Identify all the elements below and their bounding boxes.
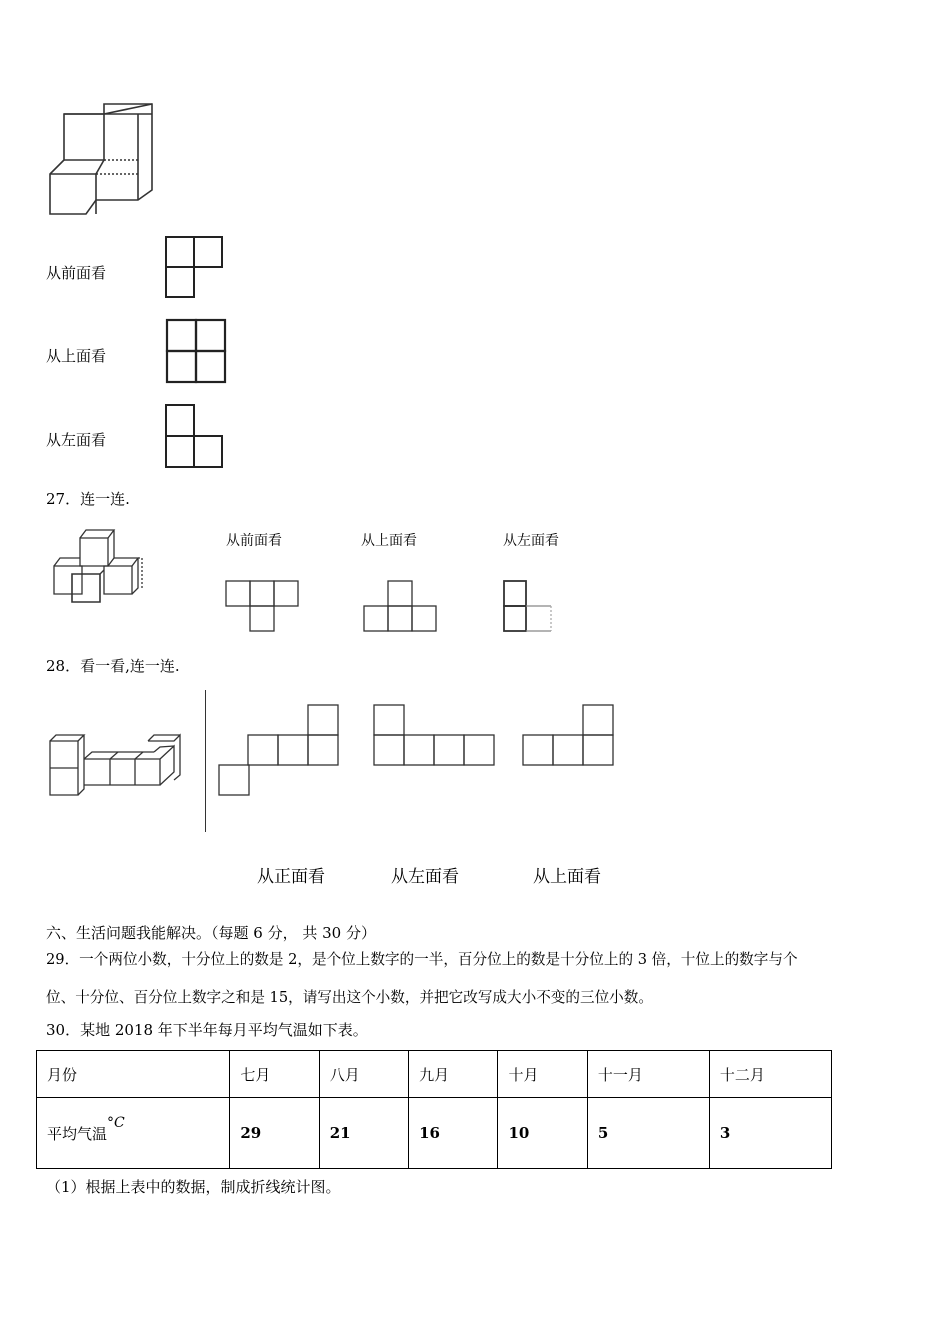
q27-option-c[interactable] xyxy=(503,580,555,632)
q27-header-top: 从上面看 xyxy=(361,533,417,549)
temp-cell: 10 xyxy=(498,1098,587,1169)
table-header-label: 月份 xyxy=(37,1051,230,1098)
row-label: 平均气温 xyxy=(47,1124,108,1143)
q26-left-view xyxy=(165,404,225,470)
temp-cell: 3 xyxy=(709,1098,831,1169)
q28-label-front: 从正面看 xyxy=(257,867,325,887)
q28-solid-figure xyxy=(48,733,184,797)
month-cell: 七月 xyxy=(230,1051,319,1098)
q27-header-left: 从左面看 xyxy=(503,533,559,549)
q28-option-b[interactable] xyxy=(373,703,497,767)
q28-option-a[interactable] xyxy=(218,703,340,797)
temp-cell: 16 xyxy=(409,1098,498,1169)
temp-cell: 29 xyxy=(230,1098,319,1169)
view-label-left: 从左面看 xyxy=(46,431,107,449)
q27-option-b[interactable] xyxy=(363,580,439,632)
month-cell: 十二月 xyxy=(709,1051,831,1098)
month-cell: 九月 xyxy=(409,1051,498,1098)
q26-top-view xyxy=(166,319,228,383)
q27-solid-figure xyxy=(52,528,146,606)
q28-label-top: 从上面看 xyxy=(533,867,601,887)
q28-divider xyxy=(205,690,206,832)
q28-label-left: 从左面看 xyxy=(391,867,459,887)
row-label-cell xyxy=(37,1098,230,1169)
table-row xyxy=(37,1098,832,1169)
view-label-top: 从上面看 xyxy=(46,347,107,365)
q28-title: 28．看一看,连一连. xyxy=(46,657,180,675)
month-cell: 十一月 xyxy=(587,1051,709,1098)
section6-heading: 六、生活问题我能解决。（每题 6 分， 共 30 分） xyxy=(46,924,376,942)
month-cell: 八月 xyxy=(319,1051,408,1098)
q29-line2: 位、十分位、百分位上数字之和是 15，请写出这个小数，并把它改写成大小不变的三位小数。 xyxy=(46,989,653,1006)
temperature-table xyxy=(36,1050,832,1169)
unit-label: °C xyxy=(107,1114,125,1131)
q27-header-front: 从前面看 xyxy=(226,533,282,549)
q28-option-c[interactable] xyxy=(522,703,616,767)
q30-title: 30．某地 2018 年下半年每月平均气温如下表。 xyxy=(46,1021,368,1039)
q30-sub1: （1）根据上表中的数据，制成折线统计图。 xyxy=(46,1178,341,1196)
view-label-front: 从前面看 xyxy=(46,264,107,282)
table-row xyxy=(37,1051,832,1098)
q26-front-view xyxy=(165,236,225,298)
q27-title: 27．连一连. xyxy=(46,490,130,508)
temp-cell: 21 xyxy=(319,1098,408,1169)
month-cell: 十月 xyxy=(498,1051,587,1098)
temp-cell: 5 xyxy=(587,1098,709,1169)
q27-option-a[interactable] xyxy=(225,580,301,632)
q26-cube-figure xyxy=(46,102,158,218)
q29-line1: 29．一个两位小数，十分位上的数是 2，是个位上数字的一半，百分位上的数是十分位上的 3 倍，十位上的数字与个 xyxy=(46,951,798,968)
